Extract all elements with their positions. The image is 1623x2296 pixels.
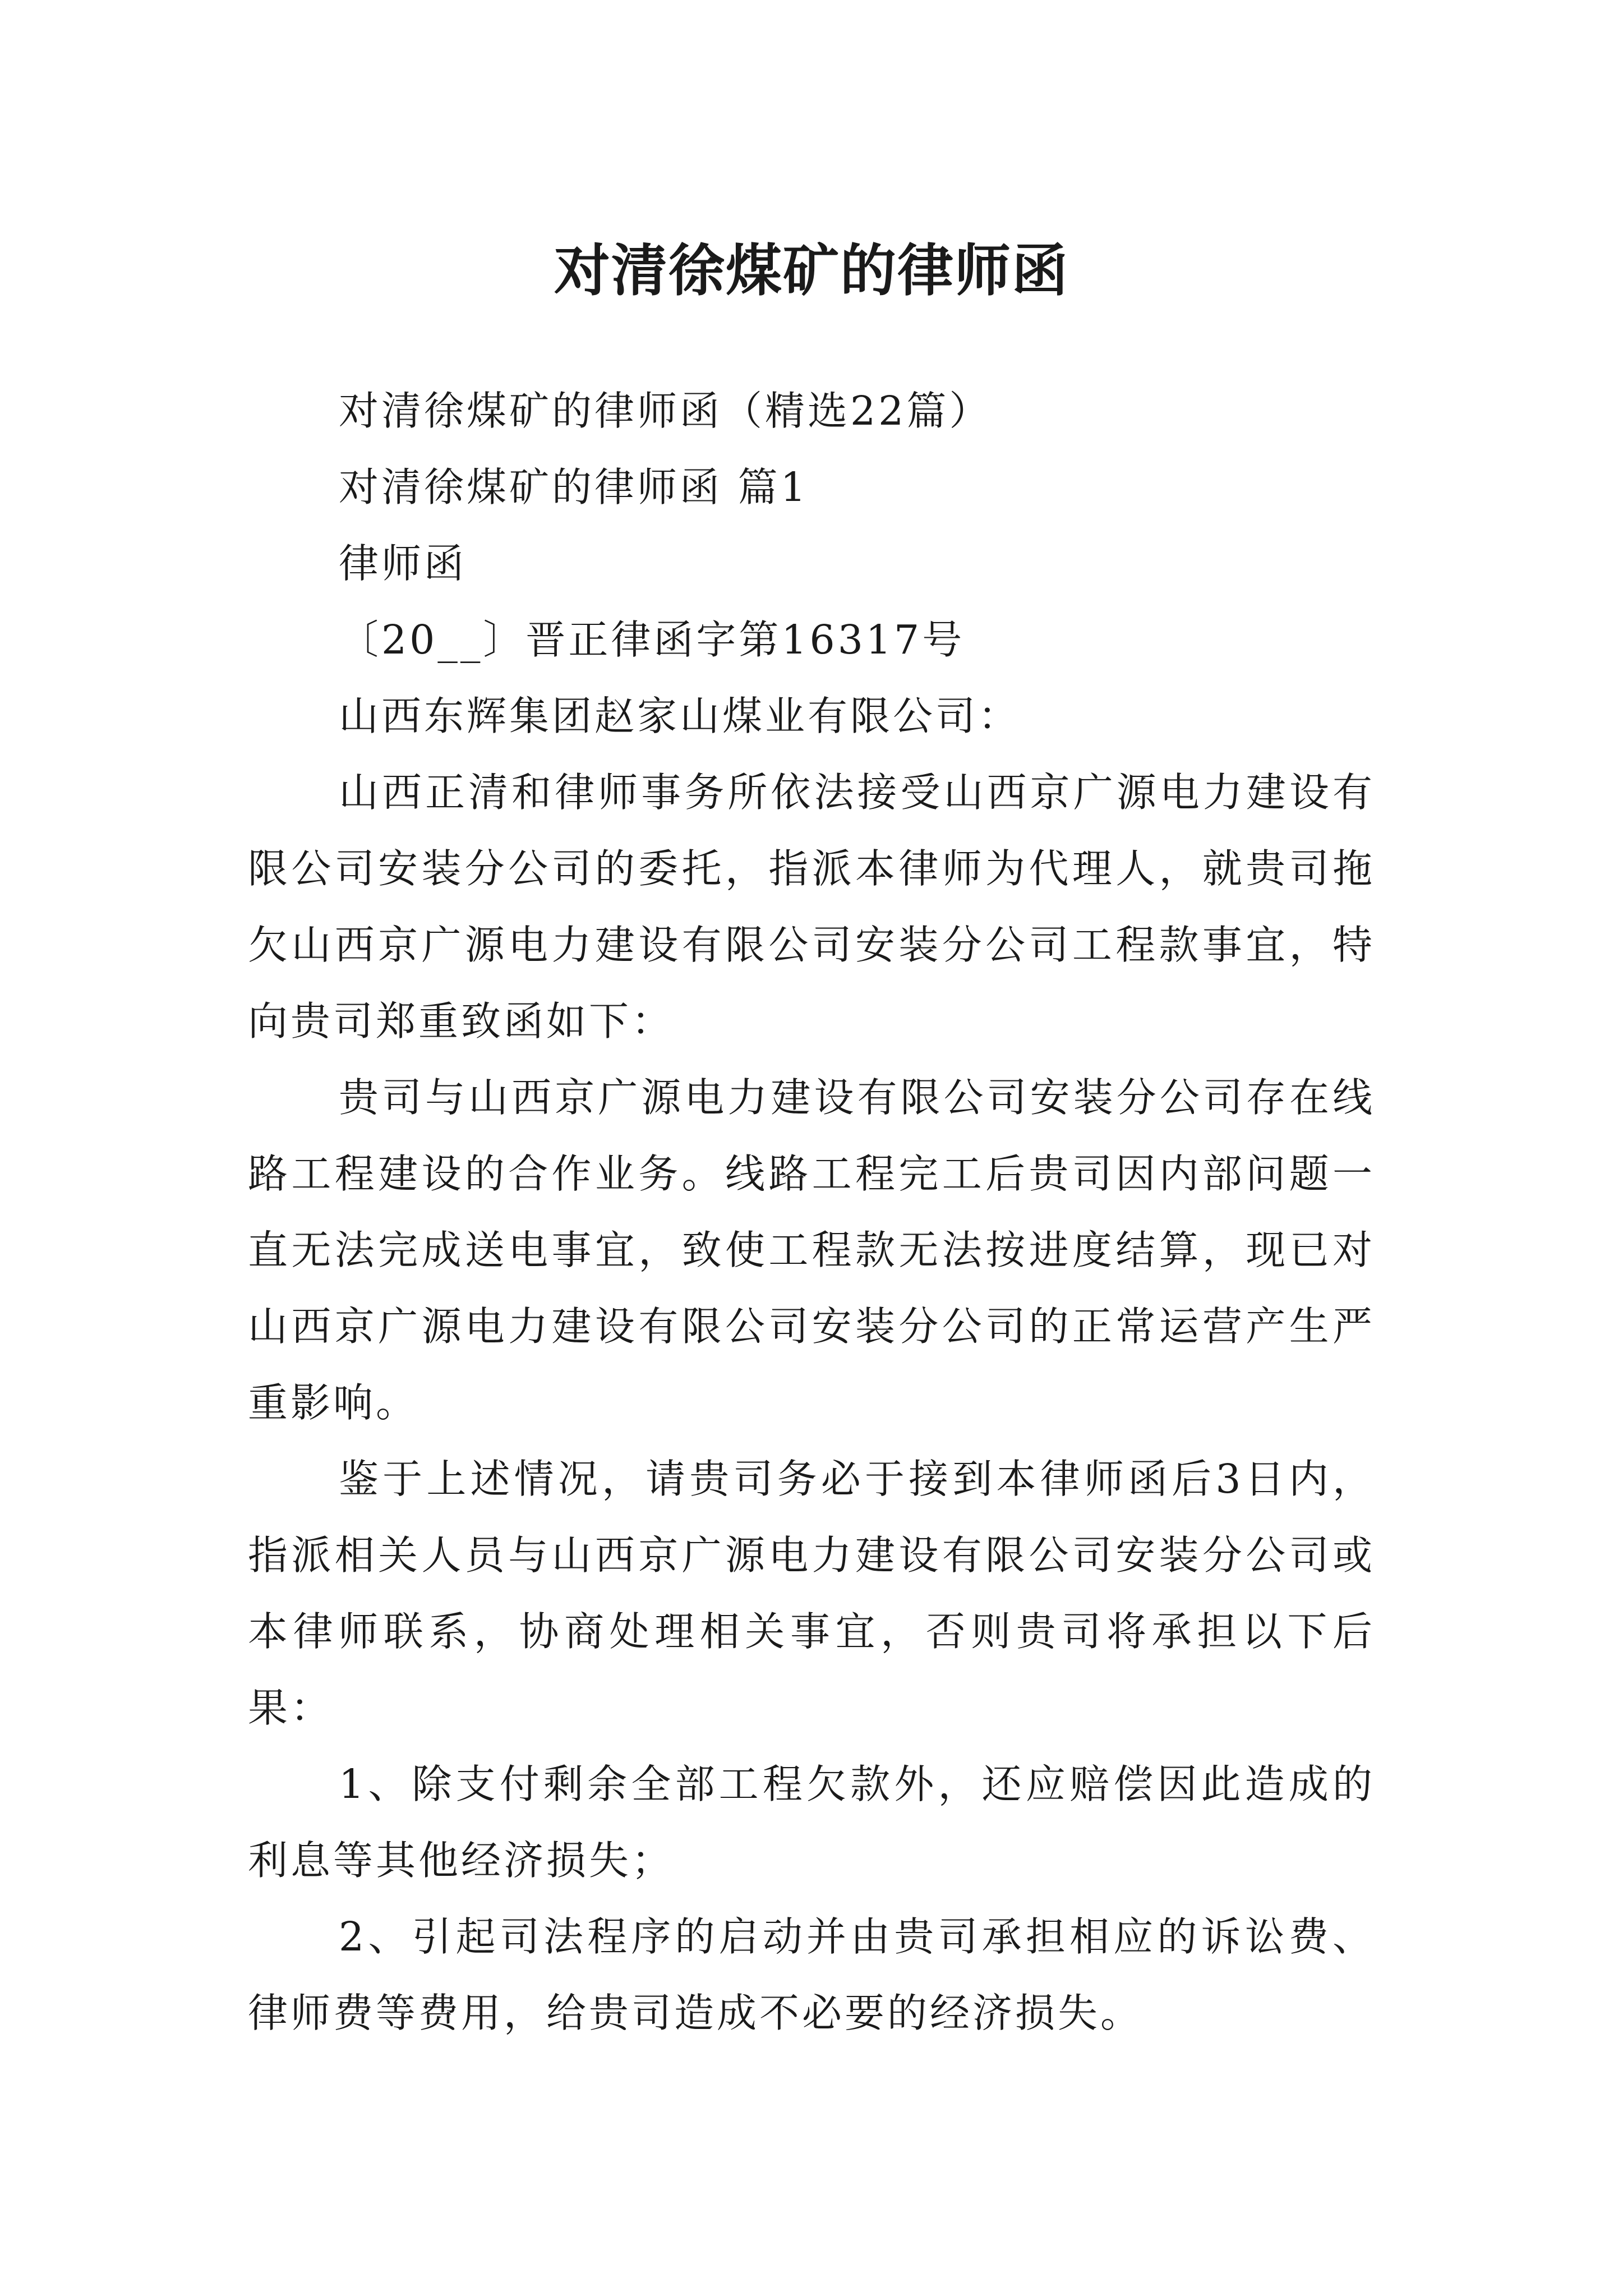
reference-number: 〔20__〕晋正律函字第16317号 xyxy=(339,616,965,663)
paragraph-intro: 山西正清和律师事务所依法接受山西京广源电力建设有限公司安装分公司的委托，指派本律师为代理人，就贵司拖欠山西京广源电力建设有限公司安装分公司工程款事宜，特向贵司郑重致函如下： xyxy=(248,769,1375,1045)
paragraph-consequence-1: 1、除支付剩余全部工程欠款外，还应赔偿因此造成的利息等其他经济损失； xyxy=(248,1761,1375,1884)
letter-type-line: 律师函 xyxy=(339,540,467,587)
subtitle-line: 对清徐煤矿的律师函（精选22篇） xyxy=(339,388,992,434)
document-body xyxy=(248,373,1375,2051)
paragraph-demand: 鉴于上述情况，请贵司务必于接到本律师函后3日内，指派相关人员与山西京广源电力建设有限公司安装分公司或本律师联系，协商处理相关事宜，否则贵司将承担以下后果： xyxy=(248,1456,1375,1731)
section-heading: 对清徐煤矿的律师函 篇1 xyxy=(339,464,809,510)
paragraph-background: 贵司与山西京广源电力建设有限公司安装分公司存在线路工程建设的合作业务。线路工程完工后贵司因内部问题一直无法完成送电事宜，致使工程款无法按进度结算，现已对山西京广源电力建设有限公司安装分公司的正常运营产生严重影响。 xyxy=(248,1074,1375,1426)
document-title: 对清徐煤矿的律师函 xyxy=(554,237,1069,303)
paragraph-consequence-2: 2、引起司法程序的启动并由贵司承担相应的诉讼费、律师费等费用，给贵司造成不必要的经济损失。 xyxy=(248,1913,1375,2036)
recipient-line: 山西东辉集团赵家山煤业有限公司： xyxy=(339,693,1021,739)
